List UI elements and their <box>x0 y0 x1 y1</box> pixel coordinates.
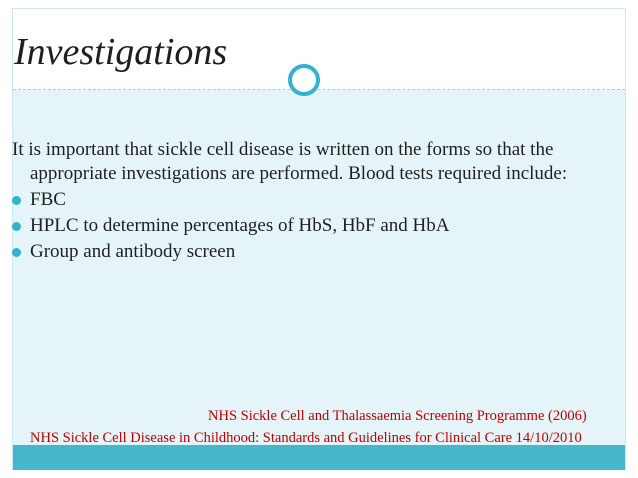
bullet-dot-icon <box>12 222 21 231</box>
slide-title: Investigations <box>14 31 228 73</box>
reference-clinical-guidelines: NHS Sickle Cell Disease in Childhood: Standards and Guidelines for Clinical Care 14/10/2010 <box>30 430 582 446</box>
slide-body <box>12 138 608 266</box>
bullet-text: Group and antibody screen <box>30 241 236 262</box>
bullet-dot-icon <box>12 248 21 257</box>
bullet-text: FBC <box>30 189 66 210</box>
bullet-item <box>12 188 608 212</box>
reference-screening-programme: NHS Sickle Cell and Thalassaemia Screening Programme (2006) <box>208 408 587 424</box>
bullet-dot-icon <box>12 196 21 205</box>
circle-ornament-icon <box>288 64 320 96</box>
intro-paragraph: It is important that sickle cell disease is written on the forms so that the appropriate investigations are performed. Blood tests required include: <box>12 139 568 184</box>
bullet-item <box>12 240 608 264</box>
bullet-item <box>12 214 608 238</box>
bullet-text: HPLC to determine percentages of HbS, HbF and HbA <box>30 215 450 236</box>
bullet-list <box>12 188 608 264</box>
title-divider <box>13 89 625 90</box>
bottom-accent-bar <box>13 445 625 470</box>
